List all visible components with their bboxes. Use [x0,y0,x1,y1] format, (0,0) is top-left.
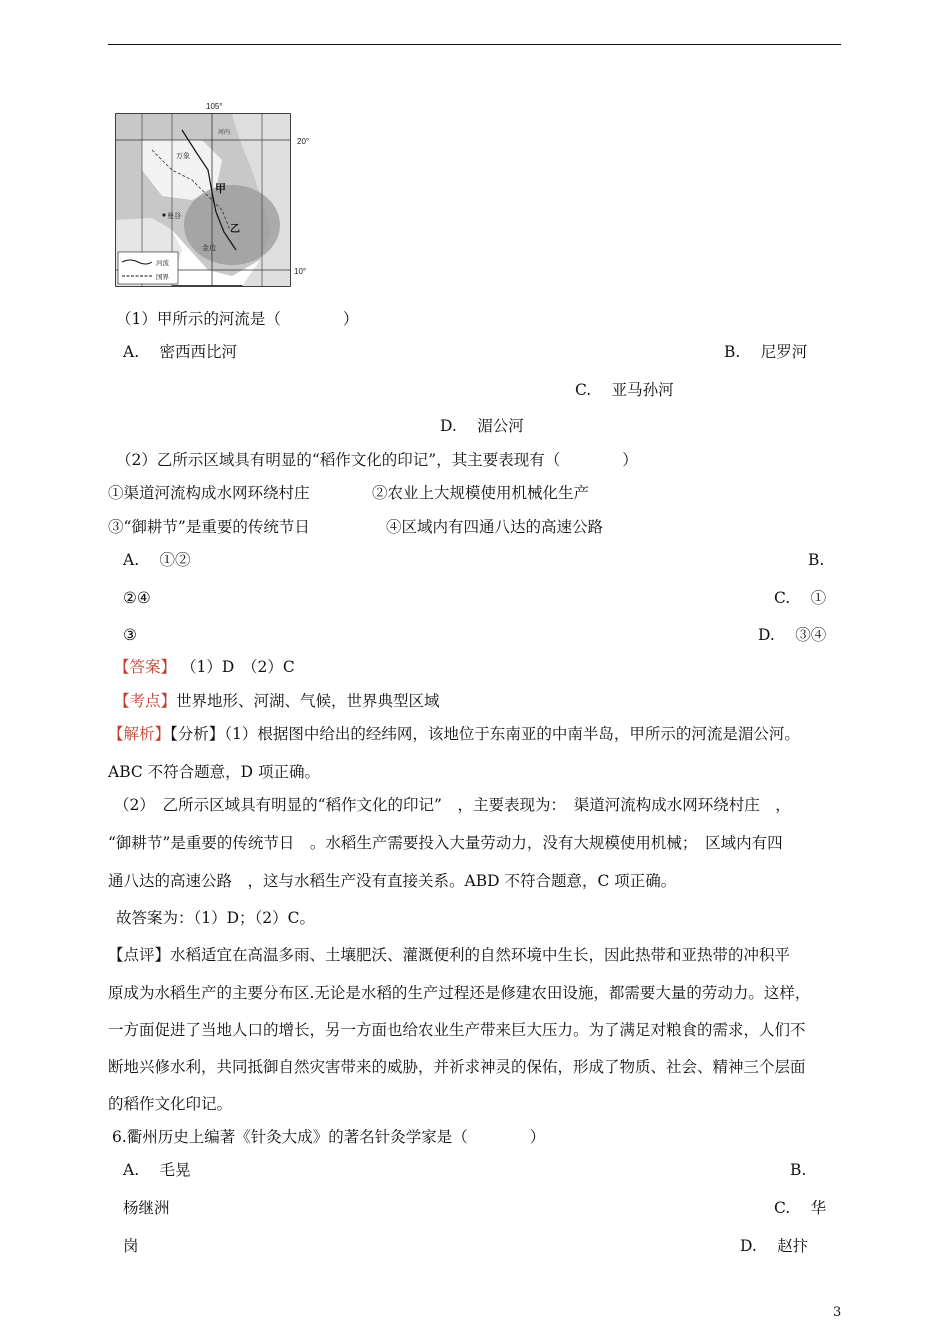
q2-option-a: A. ①② [123,551,191,569]
map-lat-bottom-label: 10° [294,267,307,276]
jiexi-line-6: 故答案为：（1）D；（2）C。 [116,909,316,927]
map-legend [118,252,178,284]
map-place-vientiane: 万象 [176,152,190,160]
dianping-line-1: 【点评】水稻适宜在高温多雨、土壤肥沃、灌溉便利的自然环境中生长，因此热带和亚热带的冲积平 [108,946,791,964]
map-mark-yi: 乙 [230,224,240,235]
dianping-line-4: 断地兴修水利，共同抵御自然灾害带来的威胁，并祈求神灵的保佑，形成了物质、社会、精神三个层面 [108,1058,806,1076]
q2-option-d: D. ③④ [758,626,827,644]
jiexi-line-1 [108,724,800,744]
q6-option-d: D. 赵抃 [740,1237,809,1255]
map-mark-jia: 甲 [215,182,226,195]
answer-text: （1）D （2）C [180,658,295,676]
q6-option-b-label: B. [790,1161,807,1179]
map-lon-label: 105° [206,102,223,111]
page-number: 3 [833,1305,842,1320]
q2-statement-3: ③“御耕节”是重要的传统节日 [108,518,310,536]
header-rule [108,44,841,45]
q2-statement-4: ④区域内有四通八达的高速公路 [386,518,604,536]
dianping-line-3: 一方面促进了当地人口的增长，另一方面也给农业生产带来巨大压力。为了满足对粮食的需求，人们不 [108,1021,806,1039]
q2-option-b-label: B. [808,551,825,569]
jiexi-line-5: 通八达的高速公路 ，这与水稻生产没有直接关系。ABD 不符合题意，C 项正确。 [108,872,677,890]
jiexi-text-1: 【分析】（1）根据图中给出的经纬网，该地位于东南亚的中南半岛，甲所示的河流是湄公河。 [170,725,800,743]
map-lat-top-label: 20° [297,137,310,146]
q2-stem: （2）乙所示区域具有明显的“稻作文化的印记”，其主要表现有（ ） [116,451,638,469]
dianping-line-2: 原成为水稻生产的主要分布区.无论是水稻的生产过程还是修建农田设施，都需要大量的劳动力。这样， [108,984,811,1002]
q1-option-a: A. 密西西比河 [123,343,238,361]
q2-option-b-value: ②④ [123,589,151,607]
q2-option-c-label: C. ① [774,589,827,607]
q2-statement-1: ①渠道河流构成水网环绕村庄 [108,484,310,502]
jiexi-tag: 【解析】 [108,725,171,743]
jiexi-line-2: ABC 不符合题意，D 项正确。 [108,763,321,781]
kaodian-text: 世界地形、河湖、气候，世界典型区域 [176,692,440,710]
q1-option-c: C. 亚马孙河 [575,381,674,399]
q2-option-c-value: ③ [123,626,137,644]
q1-option-d: D. 湄公河 [440,417,524,435]
dianping-line-5: 的稻作文化印记。 [108,1095,233,1113]
map-legend-border-label: 国界 [156,273,169,281]
map-legend-river-label: 河流 [156,259,169,267]
jiexi-line-3: （2） 乙所示区域具有明显的“稻作文化的印记” ，主要表现为： 渠道河流构成水网环绕村庄 ， [114,796,791,814]
q1-stem: （1）甲所示的河流是（ ） [116,310,359,328]
q1-option-b: B. 尼罗河 [724,343,808,361]
q2-statement-2: ②农业上大规模使用机械化生产 [372,484,590,502]
map-place-hanoi: 河内 [218,129,231,136]
jiexi-line-4: “御耕节”是重要的传统节日 。水稻生产需要投入大量劳动力，没有大规模使用机械； 区域内有四 [108,834,783,852]
answer-line [114,657,295,677]
map-place-phnompenh: 金边 [202,244,216,252]
q6-option-c-label: C. 华 [774,1199,827,1217]
answer-tag: 【答案】 [114,658,177,676]
map-dot-bangkok [162,213,165,216]
q6-option-c-value: 岗 [123,1237,139,1255]
q6-option-b-value: 杨继洲 [123,1199,170,1217]
q6-stem: 6.衢州历史上编著《针灸大成》的著名针灸学家是（ ） [112,1128,546,1146]
kaodian-line [114,691,440,711]
southeast-asia-map [112,100,324,290]
q6-option-a: A. 毛晃 [123,1161,191,1179]
kaodian-tag: 【考点】 [114,692,177,710]
map-place-bangkok: 曼谷 [167,212,181,220]
